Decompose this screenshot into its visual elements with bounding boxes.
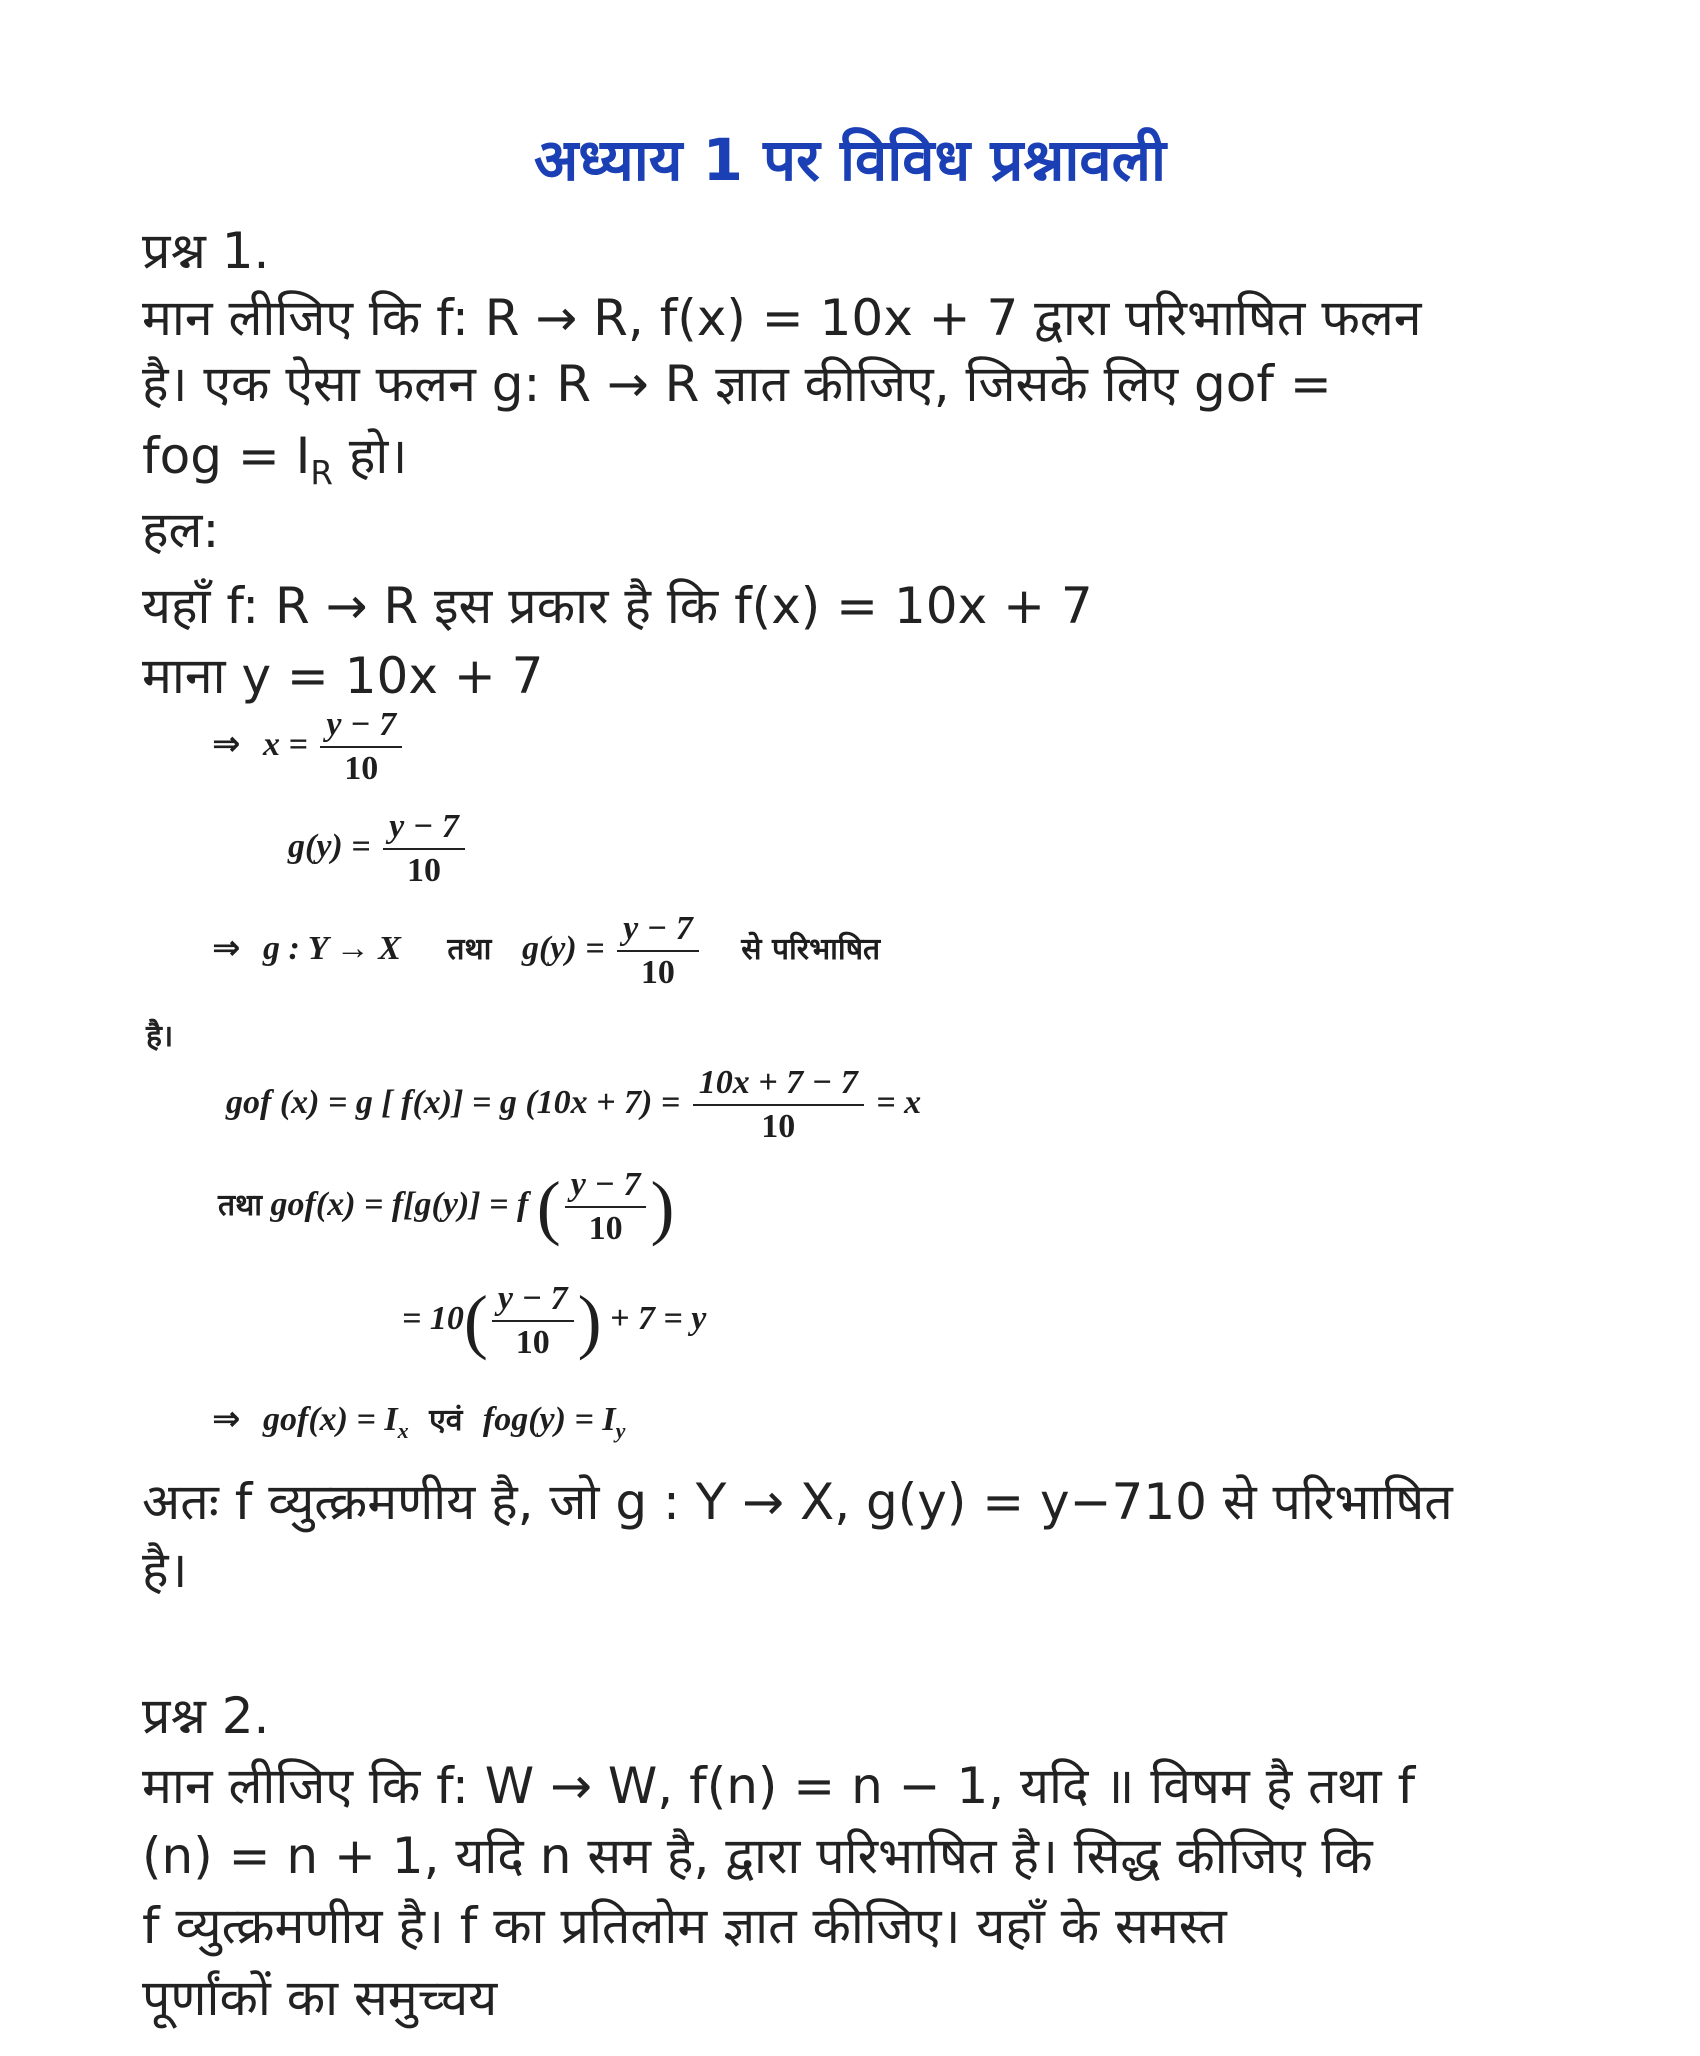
step-3-equation bbox=[212, 910, 880, 992]
step-2-lhs: g(y) = bbox=[288, 827, 371, 865]
question-1-label: प्रश्न 1. bbox=[142, 222, 270, 280]
conclusion-line-1: अतः f व्युत्क्रमणीय है, जो g : Y → X, g(y) = y−710 से परिभाषित bbox=[142, 1473, 1453, 1531]
right-paren: ) bbox=[577, 1281, 602, 1361]
step-1-numerator: y − 7 bbox=[320, 706, 402, 748]
step-3-g-of-y: g(y) = bbox=[521, 929, 605, 967]
implies-arrow: ⇒ bbox=[212, 1399, 241, 1439]
step-1-equation bbox=[212, 706, 406, 788]
question-2-text-line-4: पूर्णांकों का समुच्चय bbox=[142, 1969, 498, 2027]
question-1-text-line-2: है। एक ऐसा फलन g: R → R ज्ञात कीजिए, जिसके लिए gof = bbox=[142, 355, 1332, 413]
conclusion-line-2: है। bbox=[142, 1541, 188, 1599]
step-4-numerator: 10x + 7 − 7 bbox=[693, 1064, 864, 1106]
step-6-lhs: = 10 bbox=[402, 1299, 464, 1337]
step-3-denominator: 10 bbox=[640, 954, 675, 991]
implies-arrow: ⇒ bbox=[212, 927, 241, 968]
step-4-lhs: gof (x) = g [ f(x)] = g (10x + 7) = bbox=[226, 1083, 681, 1121]
step-5-denominator: 10 bbox=[588, 1210, 623, 1247]
step-1-lhs: x = bbox=[263, 725, 308, 763]
left-paren: ( bbox=[536, 1167, 561, 1247]
step-5-numerator: y − 7 bbox=[565, 1166, 647, 1208]
step-7-equation bbox=[212, 1398, 625, 1444]
step-3-tatha: तथा bbox=[447, 931, 492, 967]
question-2-text-line-2: (n) = n + 1, यदि n सम है, द्वारा परिभाषित है। सिद्ध कीजिए कि bbox=[142, 1827, 1373, 1885]
step-2-fraction bbox=[383, 808, 465, 890]
question-1-text-line-1: मान लीजिए कि f: R → R, f(x) = 10x + 7 द्वारा परिभाषित फलन bbox=[142, 289, 1422, 347]
step-4-denominator: 10 bbox=[761, 1108, 796, 1145]
step-7-evam: एवं bbox=[429, 1403, 463, 1438]
step-6-numerator: y − 7 bbox=[492, 1280, 574, 1322]
step-7-gof: gof(x) = I bbox=[263, 1401, 398, 1438]
solution-line-2: माना y = 10x + 7 bbox=[142, 647, 544, 705]
step-4-equation bbox=[226, 1064, 921, 1146]
step-5-tatha: तथा bbox=[218, 1187, 263, 1223]
fog-equals-identity: fog = I bbox=[142, 427, 311, 485]
step-2-denominator: 10 bbox=[406, 852, 441, 889]
step-2-numerator: y − 7 bbox=[383, 808, 465, 850]
step-7-fog: fog(y) = I bbox=[482, 1401, 616, 1438]
ho-text: हो। bbox=[332, 427, 408, 485]
question-1-text-line-3 bbox=[142, 420, 407, 492]
right-paren: ) bbox=[650, 1167, 675, 1247]
implies-arrow: ⇒ bbox=[212, 723, 241, 764]
left-paren: ( bbox=[463, 1281, 488, 1361]
step-4-rhs: = x bbox=[876, 1083, 922, 1121]
step-2-equation bbox=[288, 808, 469, 890]
step-1-denominator: 10 bbox=[344, 750, 379, 787]
step-7-gof-sub: x bbox=[397, 1417, 409, 1443]
step-5-lhs: gof(x) = f[g(y)] = f bbox=[270, 1185, 529, 1223]
question-2-text-line-3: f व्युत्क्रमणीय है। f का प्रतिलोम ज्ञात कीजिए। यहाँ के समस्त bbox=[142, 1897, 1227, 1955]
solution-line-1: यहाँ f: R → R इस प्रकार है कि f(x) = 10x + 7 bbox=[142, 577, 1093, 635]
step-6-denominator: 10 bbox=[515, 1324, 550, 1361]
step-3-hai: है। bbox=[146, 1019, 174, 1054]
step-6-rhs: + 7 = y bbox=[610, 1299, 707, 1337]
step-1-fraction bbox=[320, 706, 402, 788]
question-2-text-line-1: मान लीजिए कि f: W → W, f(n) = n − 1, यदि ॥ विषम है तथा f bbox=[142, 1757, 1416, 1815]
step-6-fraction bbox=[492, 1280, 574, 1362]
step-3-fraction bbox=[617, 910, 699, 992]
page-title: अध्याय 1 पर विविध प्रश्नावली bbox=[533, 126, 1167, 194]
step-3-mapping: g : Y → X bbox=[263, 929, 401, 967]
step-5-equation bbox=[218, 1166, 674, 1248]
identity-subscript: R bbox=[310, 454, 333, 492]
step-6-equation bbox=[402, 1280, 706, 1362]
step-3-numerator: y − 7 bbox=[617, 910, 699, 952]
step-3-defined-text: से परिभाषित bbox=[741, 931, 881, 967]
question-2-label: प्रश्न 2. bbox=[142, 1687, 270, 1745]
step-4-fraction bbox=[693, 1064, 864, 1146]
step-5-fraction bbox=[565, 1166, 647, 1248]
solution-label: हल: bbox=[142, 501, 220, 559]
step-7-fog-sub: y bbox=[615, 1417, 626, 1443]
